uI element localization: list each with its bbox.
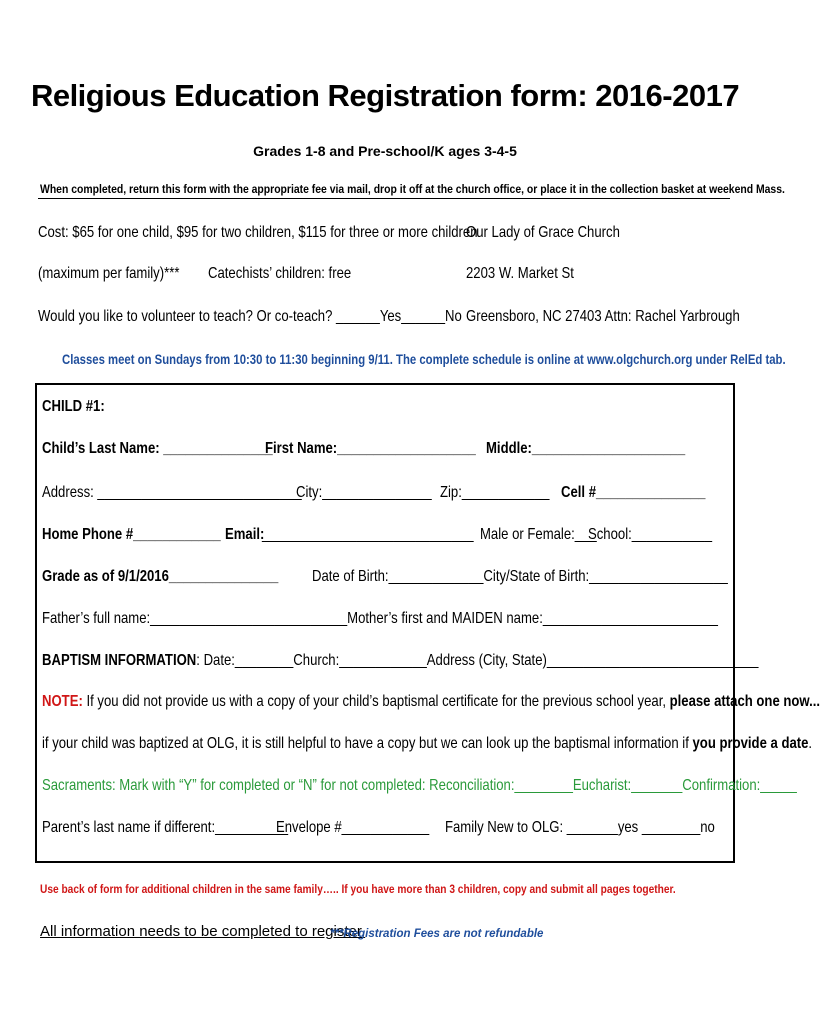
- birth-fields[interactable]: Date of Birth:_____________City/State of Birth:___________________: [312, 568, 728, 585]
- child-first-name[interactable]: First Name:___________________: [265, 440, 476, 457]
- school-field[interactable]: School:___________: [588, 526, 713, 543]
- church-city: Greensboro, NC 27403 Attn: Rachel Yarbrough: [466, 308, 740, 325]
- sacraments-field[interactable]: Sacraments: Mark with “Y” for completed or “N” for not completed: Reconciliation:________Eucharist:_______Confirmation:_____: [42, 777, 797, 794]
- envelope-field[interactable]: Envelope #____________: [276, 819, 430, 836]
- classes-note: Classes meet on Sundays from 10:30 to 11:30 beginning 9/11. The complete schedule is online at www.olgchurch.org under RelEd tab.: [62, 352, 786, 367]
- note-line-1: [42, 693, 820, 711]
- note-bold: please attach one now...: [669, 693, 820, 710]
- all-info-required: All information needs to be completed to register.: [40, 923, 366, 940]
- child-middle-name[interactable]: Middle:_____________________: [486, 440, 686, 457]
- note-line2-text: if your child was baptized at OLG, it is still helpful to have a copy but we can look up the baptismal information if: [42, 735, 693, 752]
- note-text: If you did not provide us with a copy of your child’s baptismal certificate for the previous school year,: [82, 693, 670, 710]
- baptism-info[interactable]: [42, 652, 758, 670]
- child-last-name[interactable]: Child’s Last Name: _______________: [42, 440, 273, 457]
- grade-field[interactable]: Grade as of 9/1/2016_______________: [42, 568, 279, 585]
- cell-field[interactable]: Cell #_______________: [561, 484, 706, 501]
- page-title: Religious Education Registration form: 2016-2017: [30, 78, 740, 113]
- note-line2-bold: you provide a date: [692, 735, 809, 752]
- church-name: Our Lady of Grace Church: [466, 224, 620, 241]
- cost-maximum: (maximum per family)***: [38, 265, 180, 282]
- church-street: 2203 W. Market St: [466, 265, 574, 282]
- catechists-note: Catechists’ children: free: [208, 265, 352, 282]
- instructions-underline: [38, 198, 730, 199]
- baptism-fields[interactable]: : Date:________Church:____________Address (City, State)_____________________________: [196, 652, 759, 669]
- back-of-form-note: Use back of form for additional children in the same family….. If you have more than 3 children, copy and submit all pages together.: [40, 882, 676, 896]
- note-label: NOTE:: [42, 693, 83, 710]
- zip-field[interactable]: Zip:____________: [440, 484, 550, 501]
- cost-line: Cost: $65 for one child, $95 for two children, $115 for three or more children: [38, 224, 478, 241]
- fees-not-refundable: ***Registration Fees are not refundable: [330, 928, 544, 940]
- note-line-2: [42, 735, 812, 753]
- city-field[interactable]: City:_______________: [296, 484, 432, 501]
- parents-names-field[interactable]: Father’s full name:___________________________Mother’s first and MAIDEN name:________________________: [42, 610, 718, 627]
- child-heading: CHILD #1:: [42, 398, 105, 415]
- email-field[interactable]: _____________________________: [262, 526, 474, 543]
- note-line2-end: .: [808, 735, 813, 752]
- baptism-label: BAPTISM INFORMATION: [42, 652, 197, 669]
- gender-field[interactable]: Male or Female:___: [480, 526, 597, 543]
- family-new-field[interactable]: Family New to OLG: _______yes ________no: [445, 819, 715, 836]
- address-field[interactable]: Address: ____________________________: [42, 484, 302, 501]
- return-instructions: When completed, return this form with the appropriate fee via mail, drop it off at the church office, or place it in the collection basket at weekend Mass.: [40, 182, 785, 196]
- email-label: Email:: [225, 526, 265, 543]
- home-phone-field[interactable]: Home Phone #____________: [42, 526, 221, 543]
- volunteer-question: Would you like to volunteer to teach? Or co-teach? ______Yes______No: [38, 308, 462, 325]
- page-subtitle: Grades 1-8 and Pre-school/K ages 3-4-5: [253, 143, 517, 159]
- parent-last-name-field[interactable]: Parent’s last name if different:__________: [42, 819, 289, 836]
